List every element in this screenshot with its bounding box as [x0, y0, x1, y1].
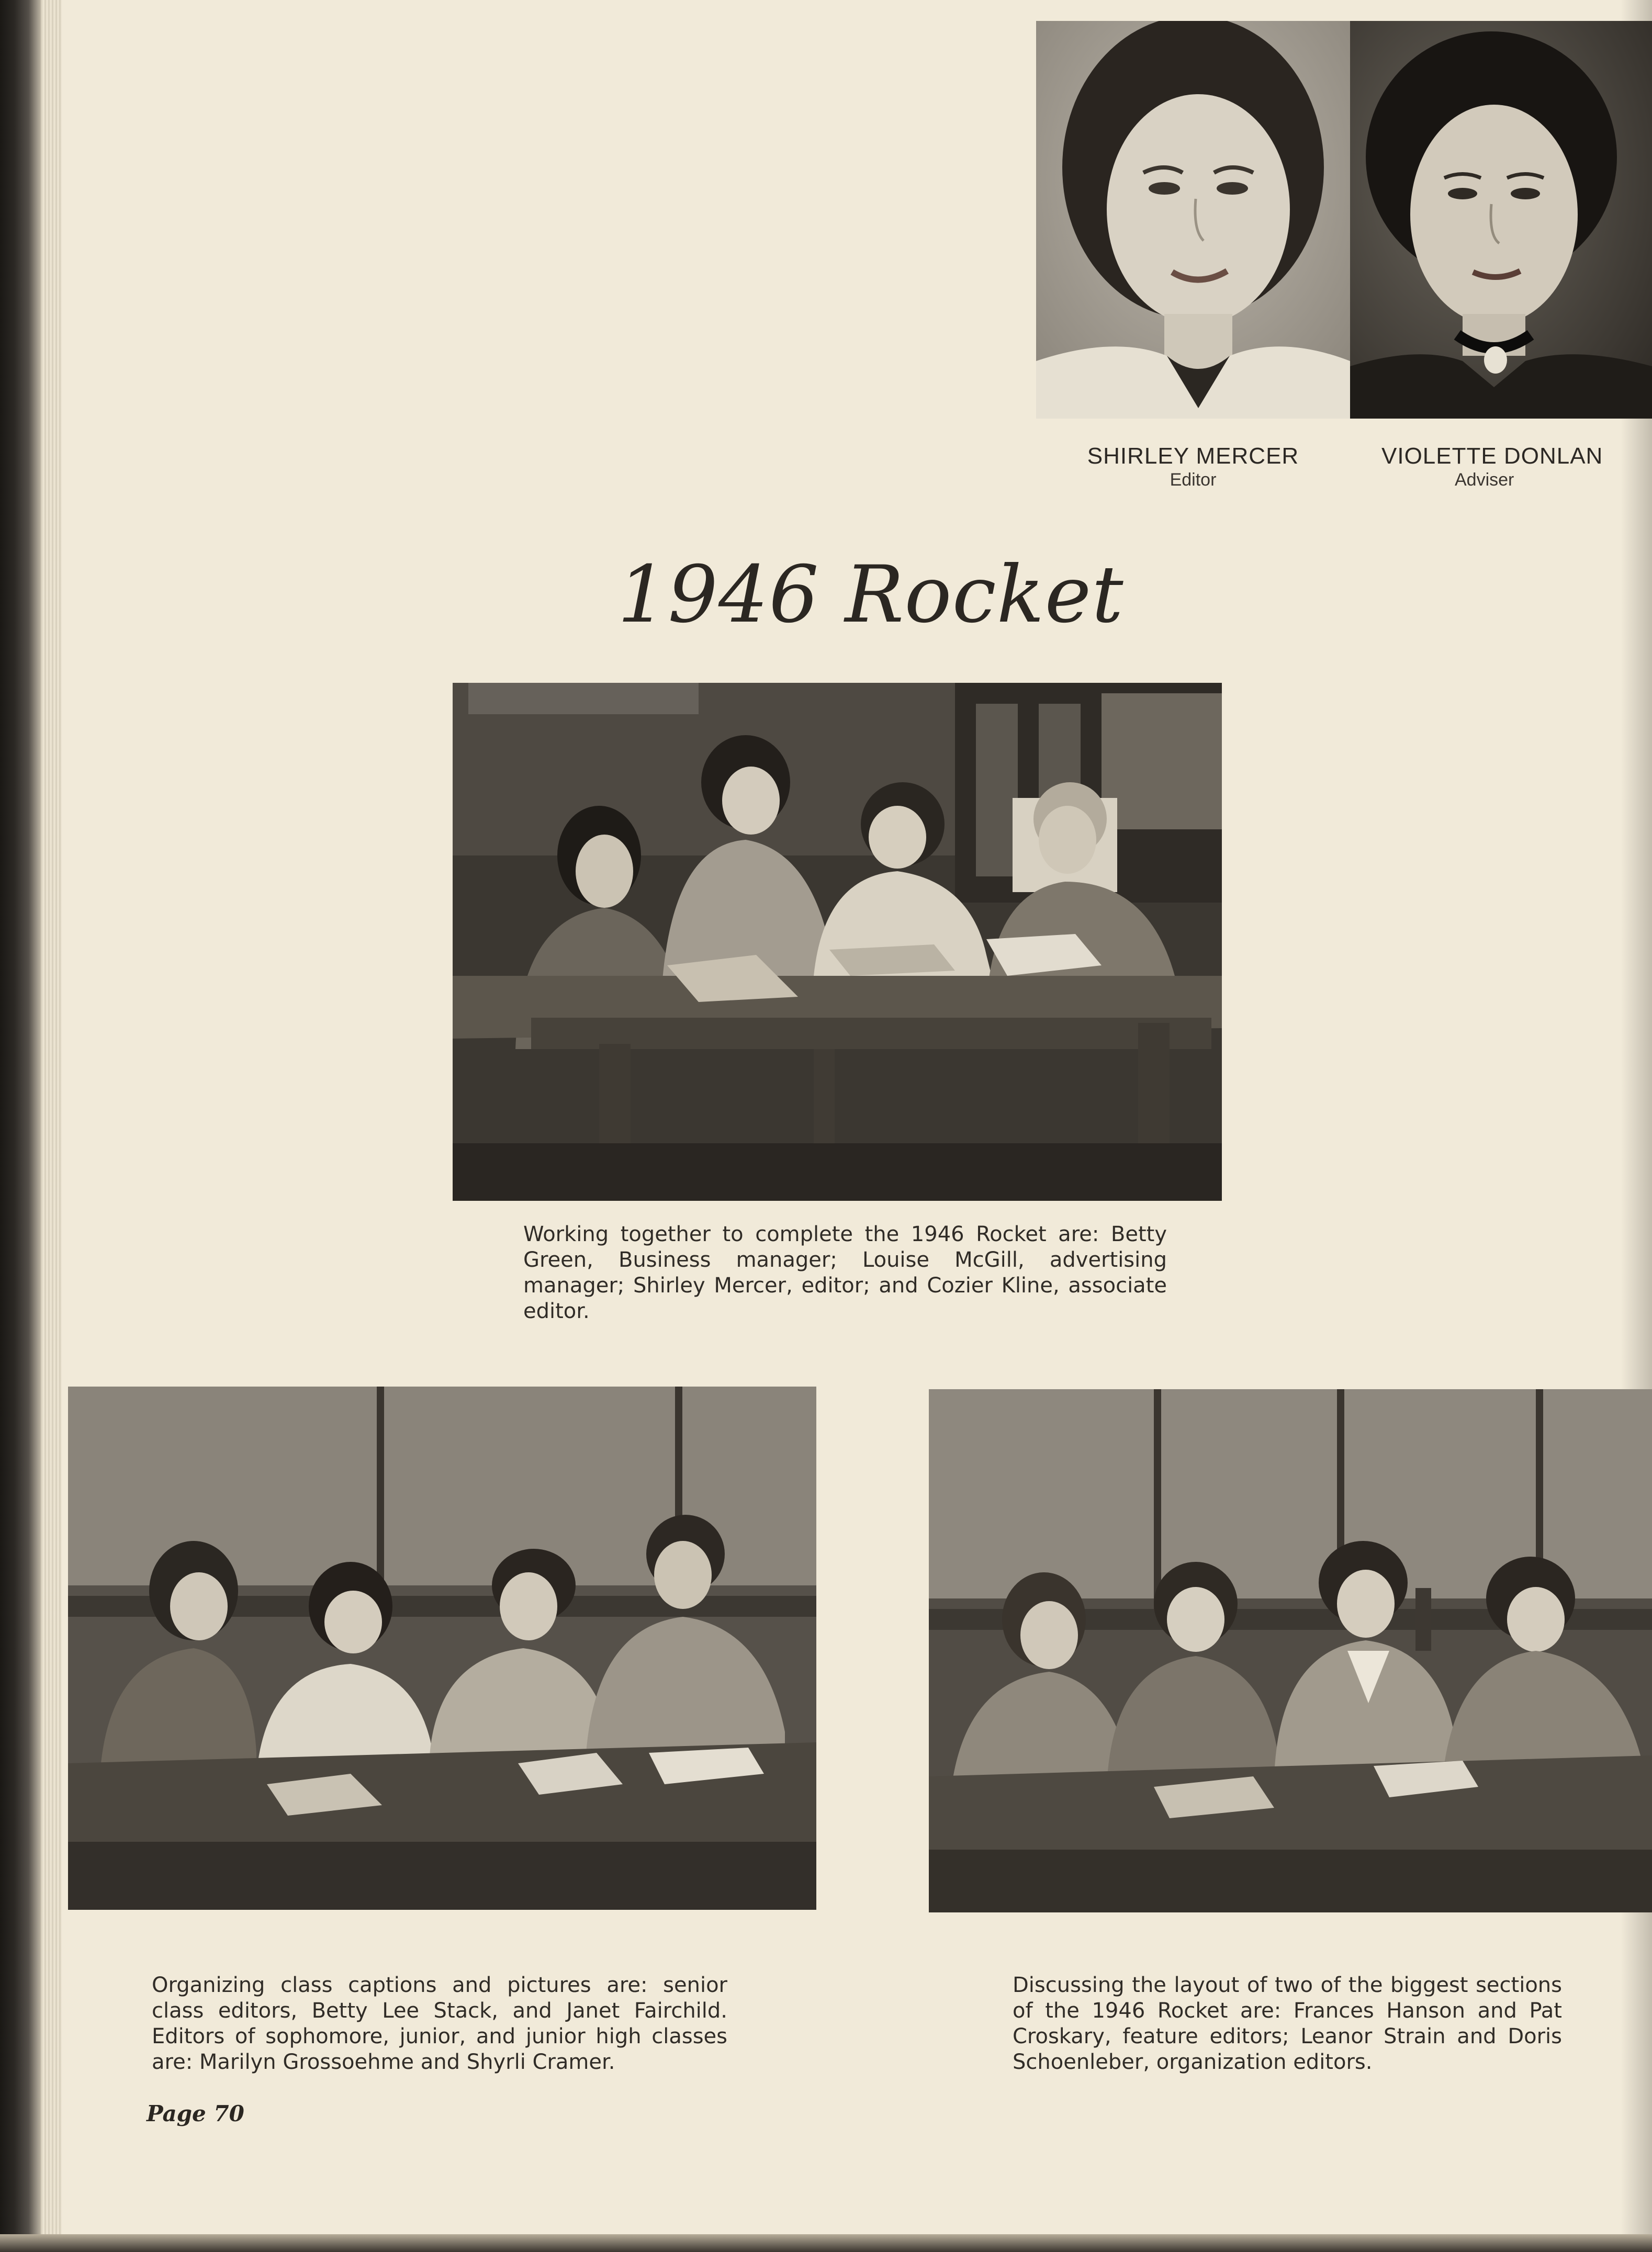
- page-number: Page 70: [147, 2101, 244, 2126]
- group-photo-editors: [453, 683, 1222, 1201]
- caption-left: Organizing class captions and pictures are: senior class editors, Betty Lee Stack, and Janet Fairchild. Editors of sophomore, junior, and junior high classes are: Marilyn Grossoehme and Shyrli Cramer.: [152, 1973, 727, 2074]
- portrait-shirley-mercer: [1036, 21, 1350, 419]
- portrait-title: Editor: [1170, 470, 1217, 490]
- caption-main: Working together to complete the 1946 Rocket are: Betty Green, Business manager; Louise McGill, advertising manager; Shirley Mercer, editor; and Cozier Kline, associate editor.: [523, 1222, 1167, 1323]
- page-title: 1946 Rocket: [617, 549, 1124, 640]
- caption-right: Discussing the layout of two of the biggest sections of the 1946 Rocket are: Frances Hanson and Pat Croskary, feature editors; Leanor Strain and Doris Schoenleber, organization editors.: [1013, 1973, 1562, 2074]
- book-binding: [0, 0, 41, 2252]
- portrait-title: Adviser: [1455, 470, 1514, 490]
- bottom-edge: [0, 2234, 1652, 2252]
- portrait-name: SHIRLEY MERCER: [1087, 443, 1299, 469]
- photo-class-editors: [68, 1387, 816, 1910]
- page-stack-edge: [41, 0, 62, 2252]
- portrait-violette-donlan: [1350, 21, 1652, 419]
- photo-section-editors: [929, 1389, 1652, 1912]
- portrait-name: VIOLETTE DONLAN: [1381, 444, 1603, 469]
